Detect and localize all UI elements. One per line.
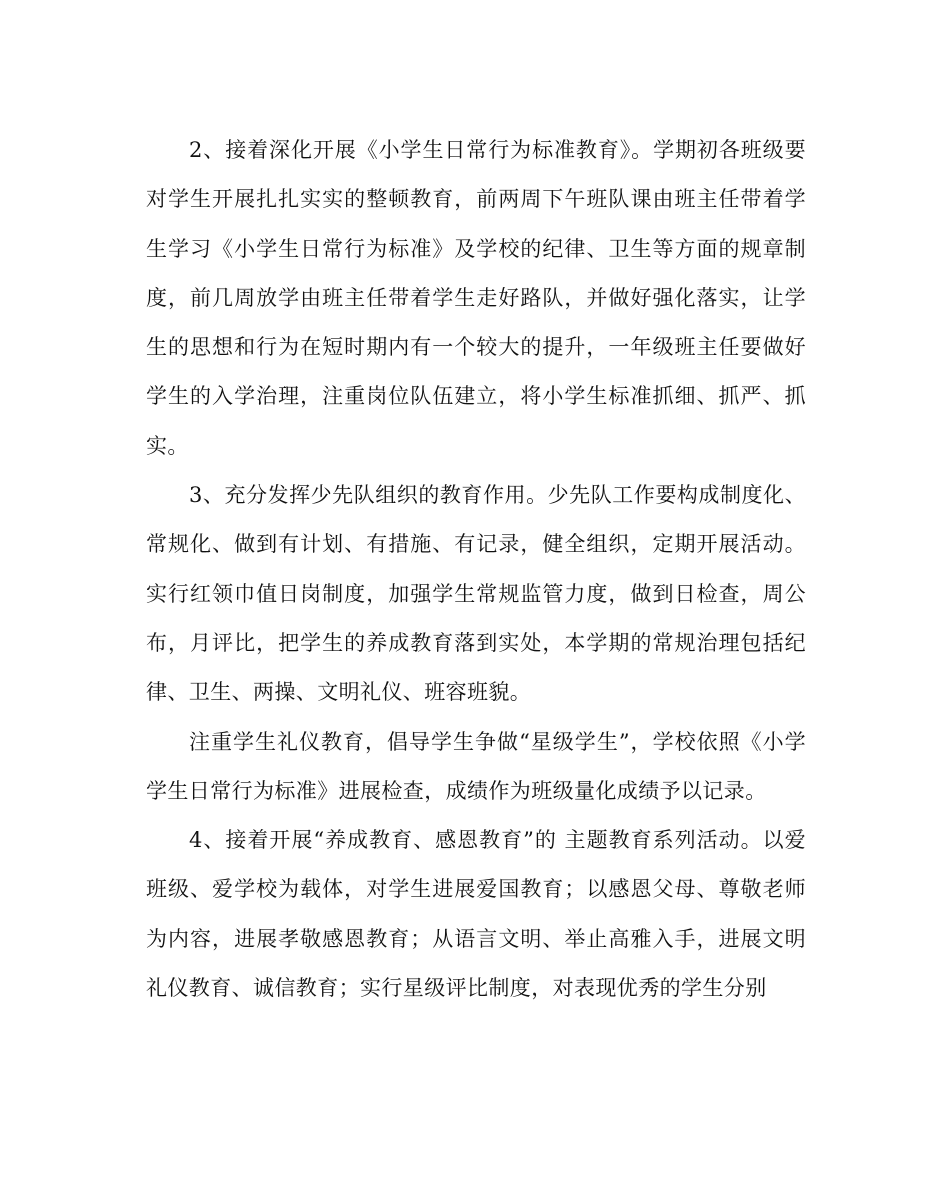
paragraph-item-2: 2、接着深化开展《小学生日常行为标准教育》。学期初各班级要对学生开展扎扎实实的整顿教育，前两周下午班队课由班主任带着学生学习《小学生日常行为标准》及学校的纪律、卫生等方面的规章制度，前几周放学由班主任带着学生走好路队，并做好强化落实，让学生的思想和行为在短时期内有一个较大的提升，一年级班主任要做好学生的入学治理，注重岗位队伍建立，将小学生标准抓细、抓严、抓实。 (146, 138, 806, 458)
document-body (146, 126, 806, 1013)
paragraph-item-4: 4、接着开展“养成教育、感恩教育”的 主题教育系列活动。以爱班级、爱学校为载体，对学生进展爱国教育；以感恩父母、尊敬老师为内容，进展孝敬感恩教育；从语言文明、举止高雅入手，进展文明礼仪教育、诚信教育；实行星级评比制度，对表现优秀的学生分别 (146, 828, 806, 1001)
paragraph-item-3: 3、充分发挥少先队组织的教育作用。少先队工作要构成制度化、常规化、做到有计划、有措施、有记录，健全组织，定期开展活动。实行红领巾值日岗制度，加强学生常规监管力度，做到日检查，周公布，月评比，把学生的养成教育落到实处，本学期的常规治理包括纪律、卫生、两操、文明礼仪、班容班貌。 (146, 483, 806, 705)
paragraph-etiquette: 注重学生礼仪教育，倡导学生争做“星级学生”，学校依照《小学学生日常行为标准》进展检查，成绩作为班级量化成绩予以记录。 (146, 729, 806, 803)
